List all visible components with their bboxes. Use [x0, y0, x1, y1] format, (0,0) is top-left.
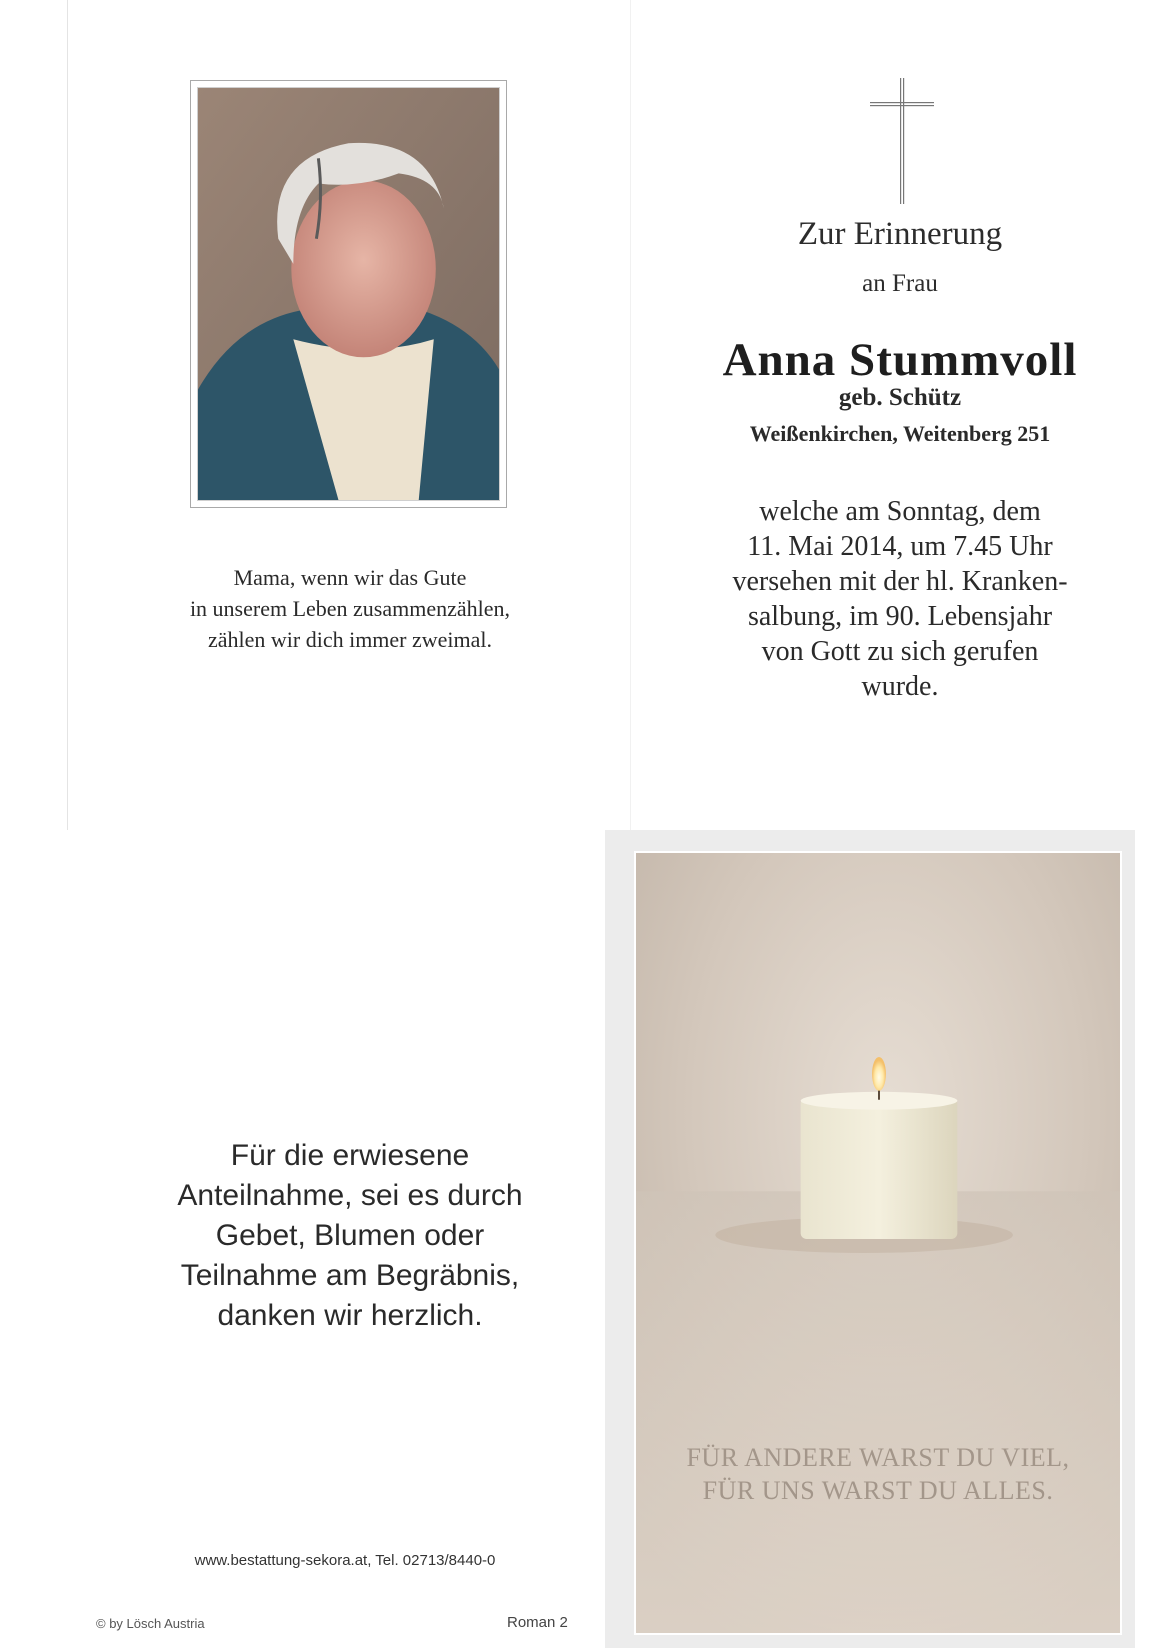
in-memory-heading: Zur Erinnerung [797, 216, 1003, 252]
fold-line-center [630, 0, 631, 830]
deceased-name: Anna Stummvoll [722, 334, 1078, 386]
notice-line: versehen mit der hl. Kranken- [732, 566, 1068, 597]
notice-line: von Gott zu sich gerufen [761, 636, 1039, 667]
fold-line-vertical [67, 0, 68, 830]
cross-icon [870, 78, 934, 204]
thanks-line: Anteilnahme, sei es durch [177, 1179, 523, 1212]
verse-line: in unserem Leben zusammenzählen, [189, 596, 511, 621]
candle-quote [636, 1441, 1120, 1507]
series-label: Roman 2 [507, 1614, 568, 1631]
thanks-message [110, 1136, 590, 1336]
portrait-illustration [198, 88, 499, 500]
notice-line: salbung, im 90. Lebensjahr [747, 601, 1053, 632]
notice-line: welche am Sonntag, dem [759, 496, 1041, 527]
portrait-photo [197, 87, 500, 501]
copyright-note: © by Lösch Austria [96, 1616, 205, 1631]
verse-line: Mama, wenn wir das Gute [233, 565, 467, 590]
funeral-home-contact: www.bestattung-sekora.at, Tel. 02713/8440-0 [194, 1552, 496, 1569]
verse-line: zählen wir dich immer zweimal. [207, 627, 493, 652]
candle-illustration [636, 853, 1120, 1633]
maiden-name: geb. Schütz [838, 384, 962, 411]
notice-line: 11. Mai 2014, um 7.45 Uhr [747, 531, 1053, 562]
candle-image-frame [634, 851, 1122, 1635]
portrait-photo-frame [190, 80, 507, 508]
death-notice [640, 494, 1160, 704]
candle-card [605, 830, 1135, 1648]
thanks-line: Für die erwiesene [230, 1139, 470, 1172]
memorial-verse [130, 562, 570, 655]
quote-line: FÜR ANDERE WARST DU VIEL, [686, 1443, 1070, 1472]
thanks-line: Gebet, Blumen oder [215, 1219, 485, 1252]
quote-line: FÜR UNS WARST DU ALLES. [702, 1476, 1054, 1505]
salutation: an Frau [862, 270, 938, 297]
notice-line: wurde. [861, 671, 939, 702]
thanks-line: Teilnahme am Begräbnis, [180, 1259, 520, 1292]
deceased-address: Weißenkirchen, Weitenberg 251 [749, 421, 1051, 446]
thanks-line: danken wir herzlich. [217, 1299, 483, 1332]
